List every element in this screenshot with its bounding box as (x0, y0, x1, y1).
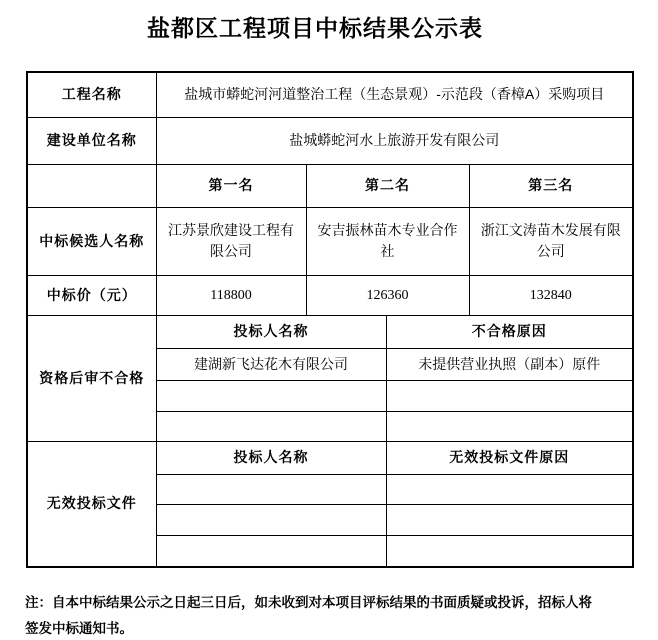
prices-label: 中标价（元） (27, 275, 156, 315)
qualification-reason-3 (386, 411, 633, 441)
qualification-reason-2 (386, 380, 633, 411)
qualification-bidder-2 (156, 380, 386, 411)
invalid-section-label: 无效投标文件 (27, 441, 156, 567)
project-name-value: 盐城市蟒蛇河河道整治工程（生态景观）-示范段（香樟A）采购项目 (156, 72, 633, 117)
invalid-bidder-3 (156, 535, 386, 567)
candidates-row (27, 207, 633, 275)
rank-header-2: 第二名 (306, 164, 469, 207)
owner-row (27, 117, 633, 164)
invalid-header-row (27, 441, 633, 474)
price-3: 132840 (469, 275, 633, 315)
project-name-row (27, 72, 633, 117)
owner-label: 建设单位名称 (27, 117, 156, 164)
document-page (0, 13, 658, 640)
invalid-bidder-header: 投标人名称 (156, 441, 386, 474)
invalid-reason-1 (386, 474, 633, 504)
candidate-1: 江苏景欣建设工程有限公司 (156, 207, 306, 275)
invalid-reason-2 (386, 504, 633, 535)
invalid-bidder-2 (156, 504, 386, 535)
qualification-reason-header: 不合格原因 (386, 315, 633, 348)
prices-row (27, 275, 633, 315)
invalid-reason-header: 无效投标文件原因 (386, 441, 633, 474)
qualification-section-label: 资格后审不合格 (27, 315, 156, 441)
invalid-bidder-1 (156, 474, 386, 504)
invalid-reason-3 (386, 535, 633, 567)
project-name-label: 工程名称 (27, 72, 156, 117)
price-2: 126360 (306, 275, 469, 315)
rank-empty-label (27, 164, 156, 207)
qualification-bidder-3 (156, 411, 386, 441)
qualification-bidder-header: 投标人名称 (156, 315, 386, 348)
candidates-label: 中标候选人名称 (27, 207, 156, 275)
rank-header-3: 第三名 (469, 164, 633, 207)
rank-header-1: 第一名 (156, 164, 306, 207)
qualification-header-row (27, 315, 633, 348)
footer-note: 注：自本中标结果公示之日起三日后，如未收到对本项目评标结果的书面质疑或投诉，招标人将签发中标通知书。 (25, 595, 592, 637)
rank-header-row (27, 164, 633, 207)
candidate-3: 浙江文涛苗木发展有限公司 (469, 207, 633, 275)
owner-value: 盐城蟒蛇河水上旅游开发有限公司 (156, 117, 633, 164)
qualification-bidder-1: 建湖新飞达花木有限公司 (156, 348, 386, 380)
qualification-reason-1: 未提供营业执照（副本）原件 (386, 348, 633, 380)
candidate-2: 安吉振林苗木专业合作社 (306, 207, 469, 275)
page-title: 盐都区工程项目中标结果公示表 (147, 15, 483, 41)
price-1: 118800 (156, 275, 306, 315)
bid-result-table (26, 71, 634, 568)
